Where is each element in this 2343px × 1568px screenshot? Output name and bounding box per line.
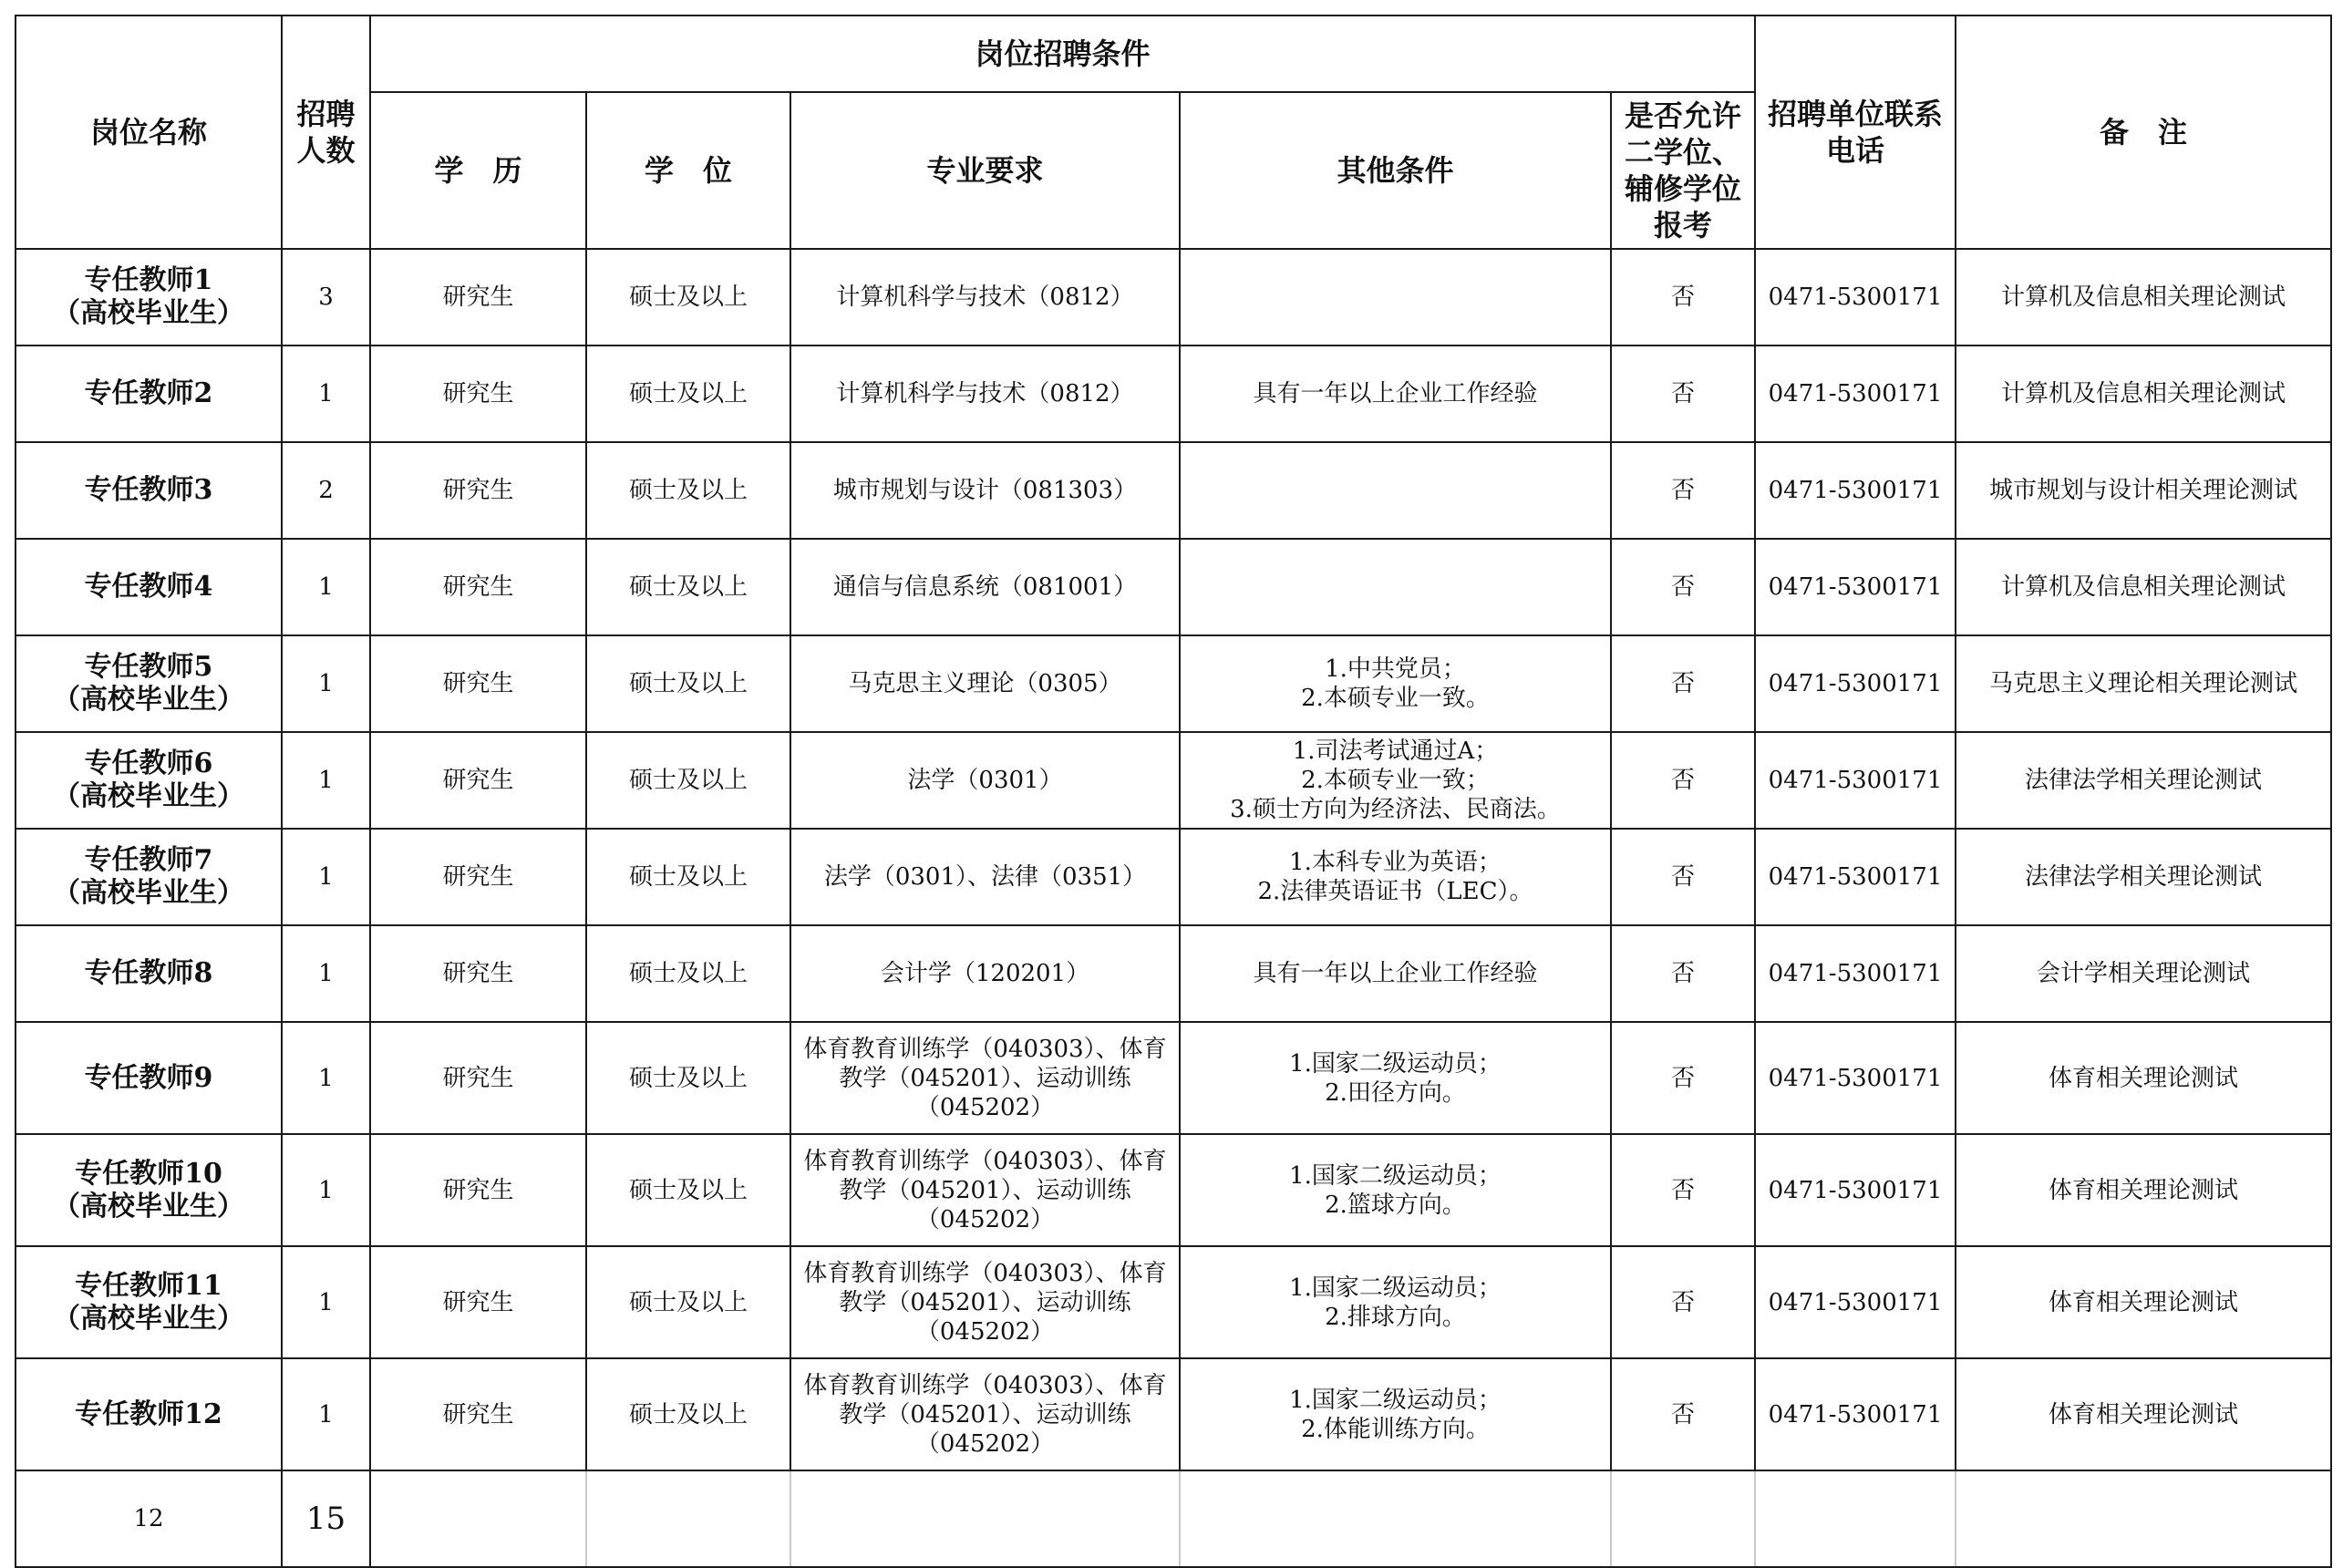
- empty-cell: [1755, 1470, 1956, 1567]
- table-row: [15, 1246, 2331, 1358]
- remark-cell: 城市规划与设计相关理论测试: [1956, 442, 2331, 539]
- degree-cell: 硕士及以上: [586, 1246, 790, 1358]
- recruitment-table: [15, 15, 2332, 1568]
- empty-cell: [1611, 1470, 1755, 1567]
- major-cell: 通信与信息系统（081001）: [790, 539, 1180, 635]
- remark-cell: 法律法学相关理论测试: [1956, 732, 2331, 829]
- header-major: 专业要求: [790, 92, 1180, 249]
- education-cell: 研究生: [370, 1134, 586, 1246]
- degree-cell: 硕士及以上: [586, 442, 790, 539]
- post-name-cell: 专任教师3: [15, 442, 282, 539]
- recruit-count-cell: 1: [282, 635, 370, 732]
- education-cell: 研究生: [370, 1022, 586, 1134]
- other-conditions-cell: 1.本科专业为英语； 2.法律英语证书（LEC）。: [1180, 829, 1611, 925]
- second-degree-cell: 否: [1611, 925, 1755, 1022]
- phone-cell: 0471-5300171: [1755, 442, 1956, 539]
- post-name-cell: 专任教师7 （高校毕业生）: [15, 829, 282, 925]
- post-name-cell: 专任教师9: [15, 1022, 282, 1134]
- table-row: [15, 346, 2331, 442]
- second-degree-cell: 否: [1611, 1358, 1755, 1470]
- table-row: [15, 1134, 2331, 1246]
- post-name-cell: 专任教师5 （高校毕业生）: [15, 635, 282, 732]
- total-row: [15, 1470, 2331, 1567]
- other-conditions-cell: [1180, 249, 1611, 346]
- major-cell: 计算机科学与技术（0812）: [790, 249, 1180, 346]
- phone-cell: 0471-5300171: [1755, 732, 1956, 829]
- education-cell: 研究生: [370, 442, 586, 539]
- degree-cell: 硕士及以上: [586, 1134, 790, 1246]
- other-conditions-cell: [1180, 442, 1611, 539]
- second-degree-cell: 否: [1611, 249, 1755, 346]
- recruit-count-cell: 1: [282, 925, 370, 1022]
- recruit-count-cell: 1: [282, 1134, 370, 1246]
- major-cell: 法学（0301）、法律（0351）: [790, 829, 1180, 925]
- phone-cell: 0471-5300171: [1755, 346, 1956, 442]
- phone-cell: 0471-5300171: [1755, 829, 1956, 925]
- table-row: [15, 1358, 2331, 1470]
- recruit-count-cell: 1: [282, 829, 370, 925]
- header-education: 学 历: [370, 92, 586, 249]
- second-degree-cell: 否: [1611, 346, 1755, 442]
- phone-cell: 0471-5300171: [1755, 1134, 1956, 1246]
- table-row: [15, 925, 2331, 1022]
- table-row: [15, 249, 2331, 346]
- other-conditions-cell: 1.国家二级运动员； 2.篮球方向。: [1180, 1134, 1611, 1246]
- empty-cell: [586, 1470, 790, 1567]
- other-conditions-cell: [1180, 539, 1611, 635]
- remark-cell: 法律法学相关理论测试: [1956, 829, 2331, 925]
- recruit-count-cell: 1: [282, 539, 370, 635]
- major-cell: 体育教育训练学（040303）、体育 教学（045201）、运动训练 （045202）: [790, 1358, 1180, 1470]
- education-cell: 研究生: [370, 635, 586, 732]
- post-name-cell: 专任教师11 （高校毕业生）: [15, 1246, 282, 1358]
- phone-cell: 0471-5300171: [1755, 539, 1956, 635]
- education-cell: 研究生: [370, 346, 586, 442]
- recruit-count-cell: 1: [282, 1246, 370, 1358]
- remark-cell: 马克思主义理论相关理论测试: [1956, 635, 2331, 732]
- second-degree-cell: 否: [1611, 635, 1755, 732]
- table-row: [15, 635, 2331, 732]
- other-conditions-cell: 具有一年以上企业工作经验: [1180, 346, 1611, 442]
- degree-cell: 硕士及以上: [586, 346, 790, 442]
- empty-cell: [1956, 1470, 2331, 1567]
- other-conditions-cell: 1.中共党员； 2.本硕专业一致。: [1180, 635, 1611, 732]
- recruit-count-cell: 1: [282, 1358, 370, 1470]
- table-body: [15, 249, 2331, 1470]
- remark-cell: 计算机及信息相关理论测试: [1956, 249, 2331, 346]
- degree-cell: 硕士及以上: [586, 635, 790, 732]
- education-cell: 研究生: [370, 829, 586, 925]
- header-remarks: 备 注: [1956, 15, 2331, 249]
- empty-cell: [370, 1470, 586, 1567]
- second-degree-cell: 否: [1611, 732, 1755, 829]
- remark-cell: 体育相关理论测试: [1956, 1358, 2331, 1470]
- phone-cell: 0471-5300171: [1755, 925, 1956, 1022]
- degree-cell: 硕士及以上: [586, 539, 790, 635]
- second-degree-cell: 否: [1611, 442, 1755, 539]
- table-header: [15, 15, 2331, 249]
- degree-cell: 硕士及以上: [586, 1022, 790, 1134]
- header-phone: 招聘单位联系 电话: [1755, 15, 1956, 249]
- second-degree-cell: 否: [1611, 829, 1755, 925]
- total-label: 12: [15, 1470, 282, 1567]
- table-row: [15, 539, 2331, 635]
- remark-cell: 计算机及信息相关理论测试: [1956, 539, 2331, 635]
- header-degree: 学 位: [586, 92, 790, 249]
- degree-cell: 硕士及以上: [586, 732, 790, 829]
- major-cell: 体育教育训练学（040303）、体育 教学（045201）、运动训练 （045202）: [790, 1022, 1180, 1134]
- other-conditions-cell: 1.国家二级运动员； 2.田径方向。: [1180, 1022, 1611, 1134]
- total-count: 15: [282, 1470, 370, 1567]
- header-conditions-group: 岗位招聘条件: [370, 15, 1755, 92]
- header-other: 其他条件: [1180, 92, 1611, 249]
- education-cell: 研究生: [370, 1358, 586, 1470]
- major-cell: 会计学（120201）: [790, 925, 1180, 1022]
- degree-cell: 硕士及以上: [586, 925, 790, 1022]
- remark-cell: 计算机及信息相关理论测试: [1956, 346, 2331, 442]
- remark-cell: 体育相关理论测试: [1956, 1246, 2331, 1358]
- empty-cell: [790, 1470, 1180, 1567]
- other-conditions-cell: 1.司法考试通过A； 2.本硕专业一致； 3.硕士方向为经济法、民商法。: [1180, 732, 1611, 829]
- major-cell: 法学（0301）: [790, 732, 1180, 829]
- post-name-cell: 专任教师10 （高校毕业生）: [15, 1134, 282, 1246]
- post-name-cell: 专任教师12: [15, 1358, 282, 1470]
- remark-cell: 体育相关理论测试: [1956, 1022, 2331, 1134]
- header-post-name: 岗位名称: [15, 15, 282, 249]
- education-cell: 研究生: [370, 249, 586, 346]
- other-conditions-cell: 1.国家二级运动员； 2.排球方向。: [1180, 1246, 1611, 1358]
- recruit-count-cell: 1: [282, 732, 370, 829]
- empty-cell: [1180, 1470, 1611, 1567]
- phone-cell: 0471-5300171: [1755, 1246, 1956, 1358]
- major-cell: 体育教育训练学（040303）、体育 教学（045201）、运动训练 （045202）: [790, 1134, 1180, 1246]
- phone-cell: 0471-5300171: [1755, 635, 1956, 732]
- table-row: [15, 442, 2331, 539]
- degree-cell: 硕士及以上: [586, 829, 790, 925]
- remark-cell: 体育相关理论测试: [1956, 1134, 2331, 1246]
- second-degree-cell: 否: [1611, 1134, 1755, 1246]
- table-row: [15, 829, 2331, 925]
- major-cell: 体育教育训练学（040303）、体育 教学（045201）、运动训练 （045202）: [790, 1246, 1180, 1358]
- header-recruit-count: 招聘 人数: [282, 15, 370, 249]
- education-cell: 研究生: [370, 925, 586, 1022]
- recruit-count-cell: 3: [282, 249, 370, 346]
- education-cell: 研究生: [370, 1246, 586, 1358]
- post-name-cell: 专任教师2: [15, 346, 282, 442]
- major-cell: 城市规划与设计（081303）: [790, 442, 1180, 539]
- recruit-count-cell: 1: [282, 1022, 370, 1134]
- header-second-degree: 是否允许 二学位、 辅修学位 报考: [1611, 92, 1755, 249]
- phone-cell: 0471-5300171: [1755, 249, 1956, 346]
- education-cell: 研究生: [370, 539, 586, 635]
- recruit-count-cell: 1: [282, 346, 370, 442]
- post-name-cell: 专任教师6 （高校毕业生）: [15, 732, 282, 829]
- education-cell: 研究生: [370, 732, 586, 829]
- second-degree-cell: 否: [1611, 539, 1755, 635]
- table-row: [15, 732, 2331, 829]
- major-cell: 计算机科学与技术（0812）: [790, 346, 1180, 442]
- post-name-cell: 专任教师8: [15, 925, 282, 1022]
- second-degree-cell: 否: [1611, 1022, 1755, 1134]
- degree-cell: 硕士及以上: [586, 1358, 790, 1470]
- other-conditions-cell: 1.国家二级运动员； 2.体能训练方向。: [1180, 1358, 1611, 1470]
- other-conditions-cell: 具有一年以上企业工作经验: [1180, 925, 1611, 1022]
- post-name-cell: 专任教师4: [15, 539, 282, 635]
- post-name-cell: 专任教师1 （高校毕业生）: [15, 249, 282, 346]
- phone-cell: 0471-5300171: [1755, 1358, 1956, 1470]
- major-cell: 马克思主义理论（0305）: [790, 635, 1180, 732]
- remark-cell: 会计学相关理论测试: [1956, 925, 2331, 1022]
- second-degree-cell: 否: [1611, 1246, 1755, 1358]
- table-row: [15, 1022, 2331, 1134]
- recruit-count-cell: 2: [282, 442, 370, 539]
- degree-cell: 硕士及以上: [586, 249, 790, 346]
- phone-cell: 0471-5300171: [1755, 1022, 1956, 1134]
